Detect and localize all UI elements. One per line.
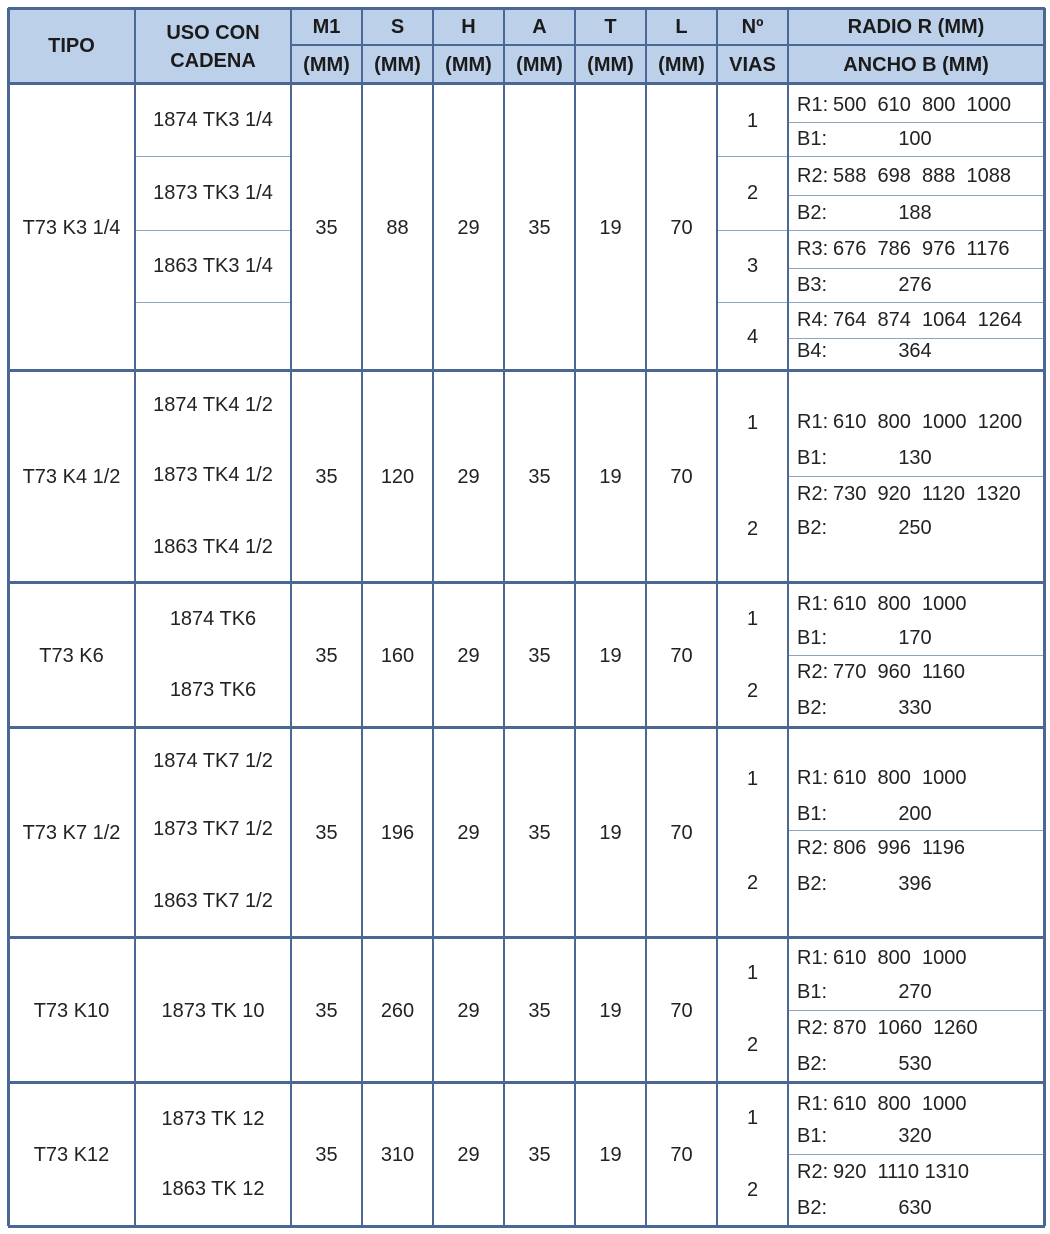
radio-values: 920 1110 1310 <box>833 1161 970 1183</box>
row-tipo: T73 K4 1/2 <box>22 466 121 488</box>
row-vias: 3 <box>746 255 759 277</box>
row-l: 70 <box>670 644 693 667</box>
ancho-value: 330 <box>898 697 932 719</box>
row-s: 260 <box>380 999 415 1022</box>
header-uso: USO CON CADENA <box>166 22 260 72</box>
grid-line-horizontal <box>8 1225 1045 1228</box>
ancho-value: 170 <box>898 627 932 649</box>
ancho-label: B1: <box>797 1125 828 1147</box>
ancho-value: 396 <box>898 873 932 895</box>
grid-line-vertical <box>1043 8 1046 1226</box>
row-vias: 1 <box>746 608 759 630</box>
row-vias: 1 <box>746 412 759 434</box>
row-s: 160 <box>380 644 415 667</box>
divider <box>135 230 291 231</box>
row-h: 29 <box>457 644 480 667</box>
row-m1: 35 <box>315 1144 338 1166</box>
row-tipo: T73 K7 1/2 <box>22 822 121 844</box>
radio-label: R1: <box>797 411 829 433</box>
divider <box>788 156 1044 157</box>
row-m1: 35 <box>315 999 338 1022</box>
ancho-value: 188 <box>898 202 932 224</box>
divider <box>788 476 1044 477</box>
radio-label: R1: <box>797 593 829 615</box>
grid-line-horizontal <box>8 82 1045 85</box>
row-l: 70 <box>670 999 693 1022</box>
divider <box>788 122 1044 123</box>
radio-values: 610 800 1000 <box>833 1093 967 1115</box>
divider <box>788 268 1044 269</box>
row-s: 120 <box>380 466 415 488</box>
row-a: 35 <box>528 216 551 239</box>
row-m1: 35 <box>315 644 338 667</box>
row-t: 19 <box>599 1144 622 1166</box>
ancho-label: B1: <box>797 447 828 469</box>
row-l: 70 <box>670 1144 693 1166</box>
row-uso: 1874 TK6 <box>169 608 257 630</box>
ancho-label: B2: <box>797 1197 828 1219</box>
divider <box>135 302 291 303</box>
row-m1: 35 <box>315 216 338 239</box>
row-l: 70 <box>670 216 693 239</box>
row-uso: 1874 TK4 1/2 <box>153 394 273 416</box>
row-tipo: T73 K3 1/4 <box>22 216 121 239</box>
row-a: 35 <box>528 1144 551 1166</box>
ancho-label: B2: <box>797 202 828 224</box>
radio-label: R2: <box>797 837 829 859</box>
header-h: H <box>461 16 476 38</box>
ancho-label: B1: <box>797 627 828 649</box>
divider <box>788 195 1044 196</box>
header-vias: VIAS <box>729 54 776 76</box>
header-a: A <box>532 16 547 38</box>
ancho-label: B2: <box>797 873 828 895</box>
row-vias: 1 <box>746 110 759 132</box>
header-n: Nº <box>741 16 764 38</box>
radio-label: R4: <box>797 309 829 331</box>
divider <box>788 1154 1044 1155</box>
ancho-value: 100 <box>898 128 932 150</box>
divider <box>788 338 1044 339</box>
header-s-unit: (MM) <box>374 54 421 76</box>
grid-line-vertical <box>432 8 434 1226</box>
radio-values: 806 996 1196 <box>833 837 965 859</box>
row-uso: 1873 TK4 1/2 <box>153 464 273 486</box>
header-m1: M1 <box>312 16 341 38</box>
row-h: 29 <box>457 466 480 488</box>
radio-label: R2: <box>797 661 829 683</box>
radio-label: R2: <box>797 165 829 187</box>
ancho-value: 276 <box>898 274 932 296</box>
row-m1: 35 <box>315 466 338 488</box>
row-uso: 1873 TK 12 <box>161 1108 265 1130</box>
header-a-unit: (MM) <box>516 54 563 76</box>
row-s: 310 <box>380 1144 415 1166</box>
radio-values: 500 610 800 1000 <box>833 94 1011 116</box>
ancho-value: 530 <box>898 1053 932 1075</box>
row-l: 70 <box>670 822 693 844</box>
grid-line-vertical <box>787 8 789 1226</box>
row-a: 35 <box>528 999 551 1022</box>
row-uso: 1873 TK7 1/2 <box>153 818 273 840</box>
radio-label: R1: <box>797 94 829 116</box>
row-t: 19 <box>599 822 622 844</box>
ancho-value: 364 <box>898 340 932 362</box>
row-vias: 1 <box>746 1107 759 1129</box>
radio-label: R2: <box>797 1017 829 1039</box>
header-ancho: ANCHO B (MM) <box>843 54 989 76</box>
row-uso: 1874 TK7 1/2 <box>153 750 273 772</box>
row-tipo: T73 K10 <box>33 999 110 1022</box>
grid-line-vertical <box>716 8 718 1226</box>
ancho-label: B2: <box>797 697 828 719</box>
ancho-label: B2: <box>797 1053 828 1075</box>
row-uso: 1863 TK3 1/4 <box>153 255 273 277</box>
radio-values: 770 960 1160 <box>833 661 965 683</box>
row-h: 29 <box>457 216 480 239</box>
row-uso: 1873 TK 10 <box>161 1000 265 1022</box>
header-h-unit: (MM) <box>445 54 492 76</box>
ancho-label: B1: <box>797 803 828 825</box>
row-h: 29 <box>457 999 480 1022</box>
row-a: 35 <box>528 822 551 844</box>
row-m1: 35 <box>315 822 338 844</box>
grid-line-horizontal <box>8 726 1045 729</box>
grid-line-horizontal <box>8 1081 1045 1084</box>
grid-line-horizontal <box>8 7 1045 10</box>
row-uso: 1873 TK3 1/4 <box>153 182 273 204</box>
row-vias: 2 <box>746 680 759 702</box>
header-l-unit: (MM) <box>658 54 705 76</box>
row-vias: 2 <box>746 872 759 894</box>
ancho-value: 630 <box>898 1197 932 1219</box>
row-vias: 4 <box>746 326 759 348</box>
radio-values: 610 800 1000 1200 <box>833 411 1023 433</box>
row-vias: 2 <box>746 1034 759 1056</box>
radio-values: 610 800 1000 <box>833 947 967 969</box>
ancho-label: B1: <box>797 128 828 150</box>
divider <box>788 230 1044 231</box>
divider <box>135 156 291 157</box>
header-t-unit: (MM) <box>587 54 634 76</box>
grid-line-vertical <box>7 8 10 1226</box>
header-t: T <box>604 16 617 38</box>
row-t: 19 <box>599 466 622 488</box>
grid-line-horizontal <box>8 369 1045 372</box>
radio-values: 764 874 1064 1264 <box>833 309 1023 331</box>
radio-label: R1: <box>797 947 829 969</box>
row-uso: 1863 TK4 1/2 <box>153 536 273 558</box>
row-vias: 2 <box>746 518 759 540</box>
grid-line-vertical <box>503 8 505 1226</box>
grid-line-vertical <box>134 8 136 1226</box>
row-h: 29 <box>457 822 480 844</box>
row-l: 70 <box>670 466 693 488</box>
ancho-label: B4: <box>797 340 828 362</box>
radio-label: R1: <box>797 1093 829 1115</box>
row-tipo: T73 K6 <box>39 644 104 667</box>
radio-label: R2: <box>797 1161 829 1183</box>
divider <box>788 302 1044 303</box>
grid-line-vertical <box>645 8 647 1226</box>
ancho-value: 270 <box>898 981 932 1003</box>
header-l: L <box>675 16 688 38</box>
divider <box>788 655 1044 656</box>
header-s: S <box>390 16 405 38</box>
row-h: 29 <box>457 1144 480 1166</box>
ancho-value: 130 <box>898 447 932 469</box>
ancho-value: 320 <box>898 1125 932 1147</box>
radio-values: 870 1060 1260 <box>833 1017 978 1039</box>
ancho-value: 250 <box>898 517 932 539</box>
radio-label: R3: <box>797 238 829 260</box>
radio-label: R2: <box>797 483 829 505</box>
row-t: 19 <box>599 999 622 1022</box>
row-tipo: T73 K12 <box>33 1144 110 1166</box>
row-vias: 1 <box>746 962 759 984</box>
row-vias: 1 <box>746 768 759 790</box>
grid-line-horizontal <box>8 936 1045 939</box>
row-vias: 2 <box>746 1179 759 1201</box>
row-s: 88 <box>386 216 409 239</box>
row-uso: 1874 TK3 1/4 <box>153 109 273 131</box>
row-t: 19 <box>599 644 622 667</box>
row-a: 35 <box>528 466 551 488</box>
header-tipo: TIPO <box>48 34 95 57</box>
row-uso: 1863 TK 12 <box>161 1178 265 1200</box>
grid-line-vertical <box>574 8 576 1226</box>
ancho-label: B3: <box>797 274 828 296</box>
radio-values: 730 920 1120 1320 <box>833 483 1021 505</box>
grid-line-horizontal <box>291 44 1044 46</box>
grid-line-vertical <box>361 8 363 1226</box>
row-vias: 2 <box>746 182 759 204</box>
radio-label: R1: <box>797 767 829 789</box>
row-t: 19 <box>599 216 622 239</box>
header-radio: RADIO R (MM) <box>847 16 985 38</box>
row-uso: 1873 TK6 <box>169 679 257 701</box>
ancho-label: B1: <box>797 981 828 1003</box>
header-m1-unit: (MM) <box>303 54 350 76</box>
row-a: 35 <box>528 644 551 667</box>
grid-line-horizontal <box>8 581 1045 584</box>
divider <box>788 1010 1044 1011</box>
grid-line-vertical <box>290 8 292 1226</box>
ancho-label: B2: <box>797 517 828 539</box>
row-s: 196 <box>380 822 415 844</box>
divider <box>788 830 1044 831</box>
radio-values: 610 800 1000 <box>833 767 967 789</box>
ancho-value: 200 <box>898 803 932 825</box>
radio-values: 676 786 976 1176 <box>833 238 1010 260</box>
radio-values: 610 800 1000 <box>833 593 967 615</box>
radio-values: 588 698 888 1088 <box>833 165 1011 187</box>
row-uso: 1863 TK7 1/2 <box>153 890 273 912</box>
